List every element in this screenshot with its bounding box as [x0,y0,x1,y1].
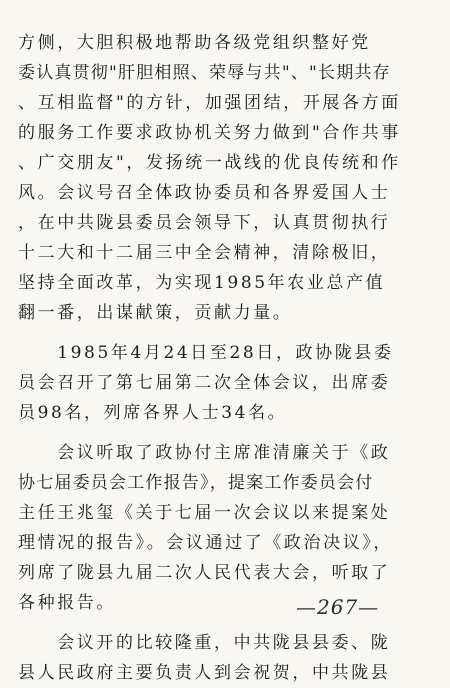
text-line: 会议开的比较隆重，中共陇县县委、陇 [18,633,391,653]
text-line: ，在中共陇县委员会领导下，认真贯彻执行 [18,213,391,233]
text-line: 员98名，列席各界人士34名。 [18,403,288,423]
text-line: 委认真贯彻"肝胆相照、荣辱与共"、"长期共存 [18,63,391,83]
text-line: 、互相监督"的方针，加强团结，开展各方面 [18,93,401,113]
text-line: 主任王兆玺《关于七届一次会议以来提案处 [18,503,391,523]
text-line: 、广交朋友"，发扬统一战线的优良传统和作 [18,153,401,173]
text-line: 翻一番，出谋献策，贡献力量。 [18,303,293,323]
page-number: —267— [296,595,380,619]
text-line: 十二大和十二届三中全会精神，清除极旧， [18,243,391,263]
text-line: 理情况的报告》。会议通过了《政治决议》， [18,533,393,553]
text-line: 列席了陇县九届二次人民代表大会，听取了 [18,563,391,583]
text-line: 方侧，大胆积极地帮助各级党组织整好党 [18,33,371,53]
text-line: 1985年4月24日至28日，政协陇县委 [18,343,394,363]
text-line: 员会召开了第七届第二次全体会议，出席委 [18,373,391,393]
text-line: 各种报告。 [18,593,116,613]
text-line: 的服务工作要求政协机关努力做到"合作共事 [18,123,401,143]
text-line: 会议听取了政协付主席准清廉关于《政 [18,443,391,463]
text-line: 县人民政府主要负责人到会祝贺，中共陇县 [18,663,391,683]
text-line: 坚持全面改革，为实现1985年农业总产值 [18,273,386,293]
text-line: 风。会议号召全体政协委员和各界爱国人士 [18,183,391,203]
body-text [18,28,438,688]
text-line: 协七届委员会工作报告》，提案工作委员会付 [18,473,374,493]
